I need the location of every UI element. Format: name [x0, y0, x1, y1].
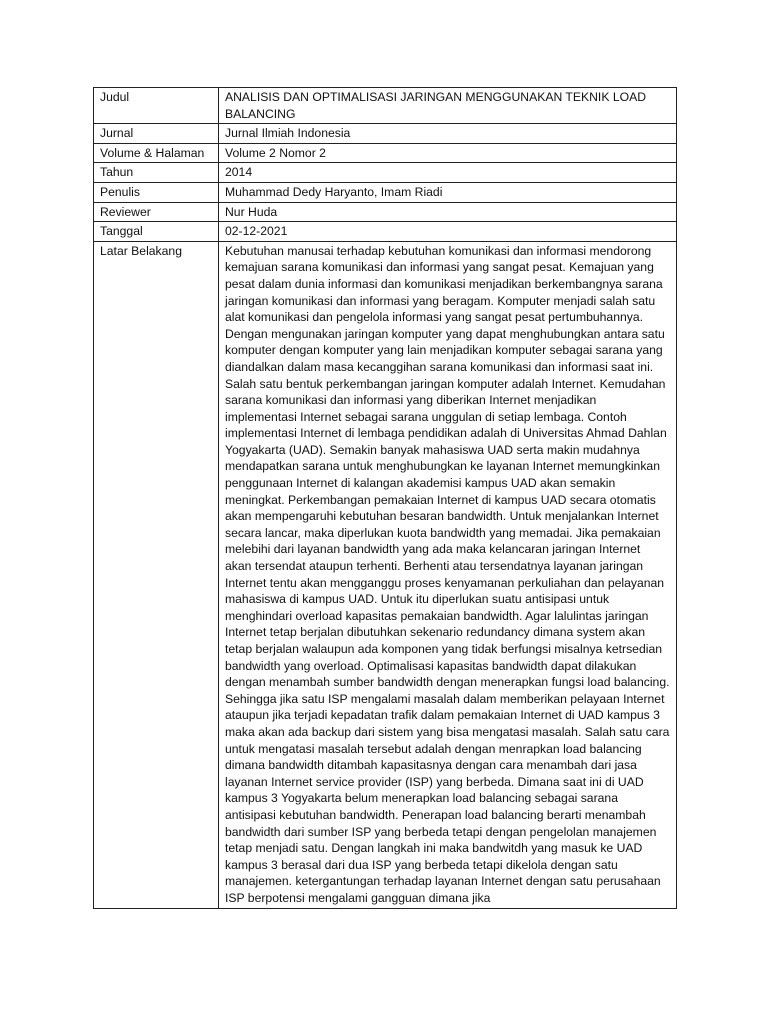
latar-belakang-paragraph: Kebutuhan manusai terhadap kebutuhan komunikasi dan informasi mendorong kemajuan sarana komunikasi dan informasi yang sangat pesat. Kemajuan yang pesat dalam dunia informasi dan komunikasi menjadikan berkembangnya sarana jaringan komunikasi dan informasi yang beragam. Komputer menjadi salah satu alat komunikasi dan pengelola informasi yang sangat pesat pertumbuhannya. Dengan mengunakan jaringan komputer yang dapat menghubungkan antara satu komputer dengan komputer yang lain menjadikan komputer sebagai sarana yang diandalkan dalam masa kecanggihan sarana komunikasi dan informasi saat ini. Salah satu bentuk perkembangan jaringan komputer adalah Internet. Kemudahan sarana komunikasi dan informasi yang diberikan Internet menjadikan implementasi Internet sebagai sarana unggulan di setiap lembaga. Contoh implementasi Internet di lembaga pendidikan adalah di Universitas Ahmad Dahlan Yogyakarta (UAD). Semakin banyak mahasiswa UAD serta makin mudahnya mendapatkan sarana untuk menghubungkan ke layanan Internet memungkinkan penggunaan Internet di kalangan akademisi kampus UAD akan semakin meningkat. Perkembangan pemakaian Internet di kampus UAD secara otomatis akan mempengaruhi kebutuhan besaran bandwidth. Untuk menjalankan Internet secara lancar, maka diperlukan kuota bandwidth yang memadai. Jika pemakaian melebihi dari layanan bandwidth yang ada maka kelancaran jaringan Internet akan tersendat ataupun terhenti. Berhenti atau tersendatnya layanan jaringan Internet tentu akan mengganggu proses kenyamanan perkuliahan dan pelayanan mahasiswa di kampus UAD. Untuk itu diperlukan suatu antisipasi untuk menghindari overload kapasitas pemakaian bandwidth. Agar lalulintas jaringan Internet tetap berjalan dibutuhkan sekenario redundancy dimana system akan tetap berjalan walaupun ada komponen yang tidak berfungsi misalnya ketrsedian bandwidth yang overload. Optimalisasi kapasitas bandwidth dapat dilakukan dengan menambah sumber bandwidth dengan menerapkan fungsi load balancing. Sehingga jika satu ISP mengalami masalah dalam memberikan pelayaan Internet ataupun jika terjadi kepadatan trafik dalam pemakaian Internet di UAD kampus 3 maka akan ada backup dari sistem yang bisa mengatasi masalah. Salah satu cara untuk mengatasi masalah tersebut adalah dengan menrapkan load balancing dimana bandwidth ditambah kapasitasnya dengan cara menambah dari jasa layanan Internet service provider (ISP) yang berbeda. Dimana saat ini di UAD kampus 3 Yogyakarta belum menerapkan load balancing sebagai sarana antisipasi kebutuhan bandwidth. Penerapan load balancing berarti menambah bandwidth dari sumber ISP yang berbeda tetapi dengan pengelolan manajemen tetap menjadi satu. Dengan langkah ini maka bandwitdh yang masuk ke UAD kampus 3 berasal dari dua ISP yang berbeda tetapi dikelola dengan satu manajemen. ketergantungan terhadap layanan Internet dengan satu perusahaan ISP berpotensi mengalami gangguan dimana jika [225, 243, 670, 905]
label-jurnal: Jurnal [94, 124, 219, 144]
row-volume-halaman [94, 143, 677, 163]
value-penulis: Muhammad Dedy Haryanto, Imam Riadi [219, 182, 677, 202]
value-jurnal: Jurnal Ilmiah Indonesia [219, 124, 677, 144]
row-judul [94, 88, 677, 124]
value-reviewer: Nur Huda [219, 202, 677, 222]
value-tahun: 2014 [219, 163, 677, 183]
row-reviewer [94, 202, 677, 222]
latar-belakang-text [219, 241, 677, 908]
value-judul: ANALISIS DAN OPTIMALISASI JARINGAN MENGGUNAKAN TEKNIK LOAD BALANCING [219, 88, 677, 124]
row-latar-belakang [94, 241, 677, 908]
journal-review-table [93, 87, 677, 909]
label-tanggal: Tanggal [94, 222, 219, 242]
label-penulis: Penulis [94, 182, 219, 202]
row-penulis [94, 182, 677, 202]
row-tanggal [94, 222, 677, 242]
label-judul: Judul [94, 88, 219, 124]
label-tahun: Tahun [94, 163, 219, 183]
label-volume-halaman: Volume & Halaman [94, 143, 219, 163]
review-sheet [93, 87, 676, 909]
value-tanggal: 02-12-2021 [219, 222, 677, 242]
row-jurnal [94, 124, 677, 144]
label-latar-belakang: Latar Belakang [94, 241, 219, 908]
label-reviewer: Reviewer [94, 202, 219, 222]
value-volume-halaman: Volume 2 Nomor 2 [219, 143, 677, 163]
row-tahun [94, 163, 677, 183]
